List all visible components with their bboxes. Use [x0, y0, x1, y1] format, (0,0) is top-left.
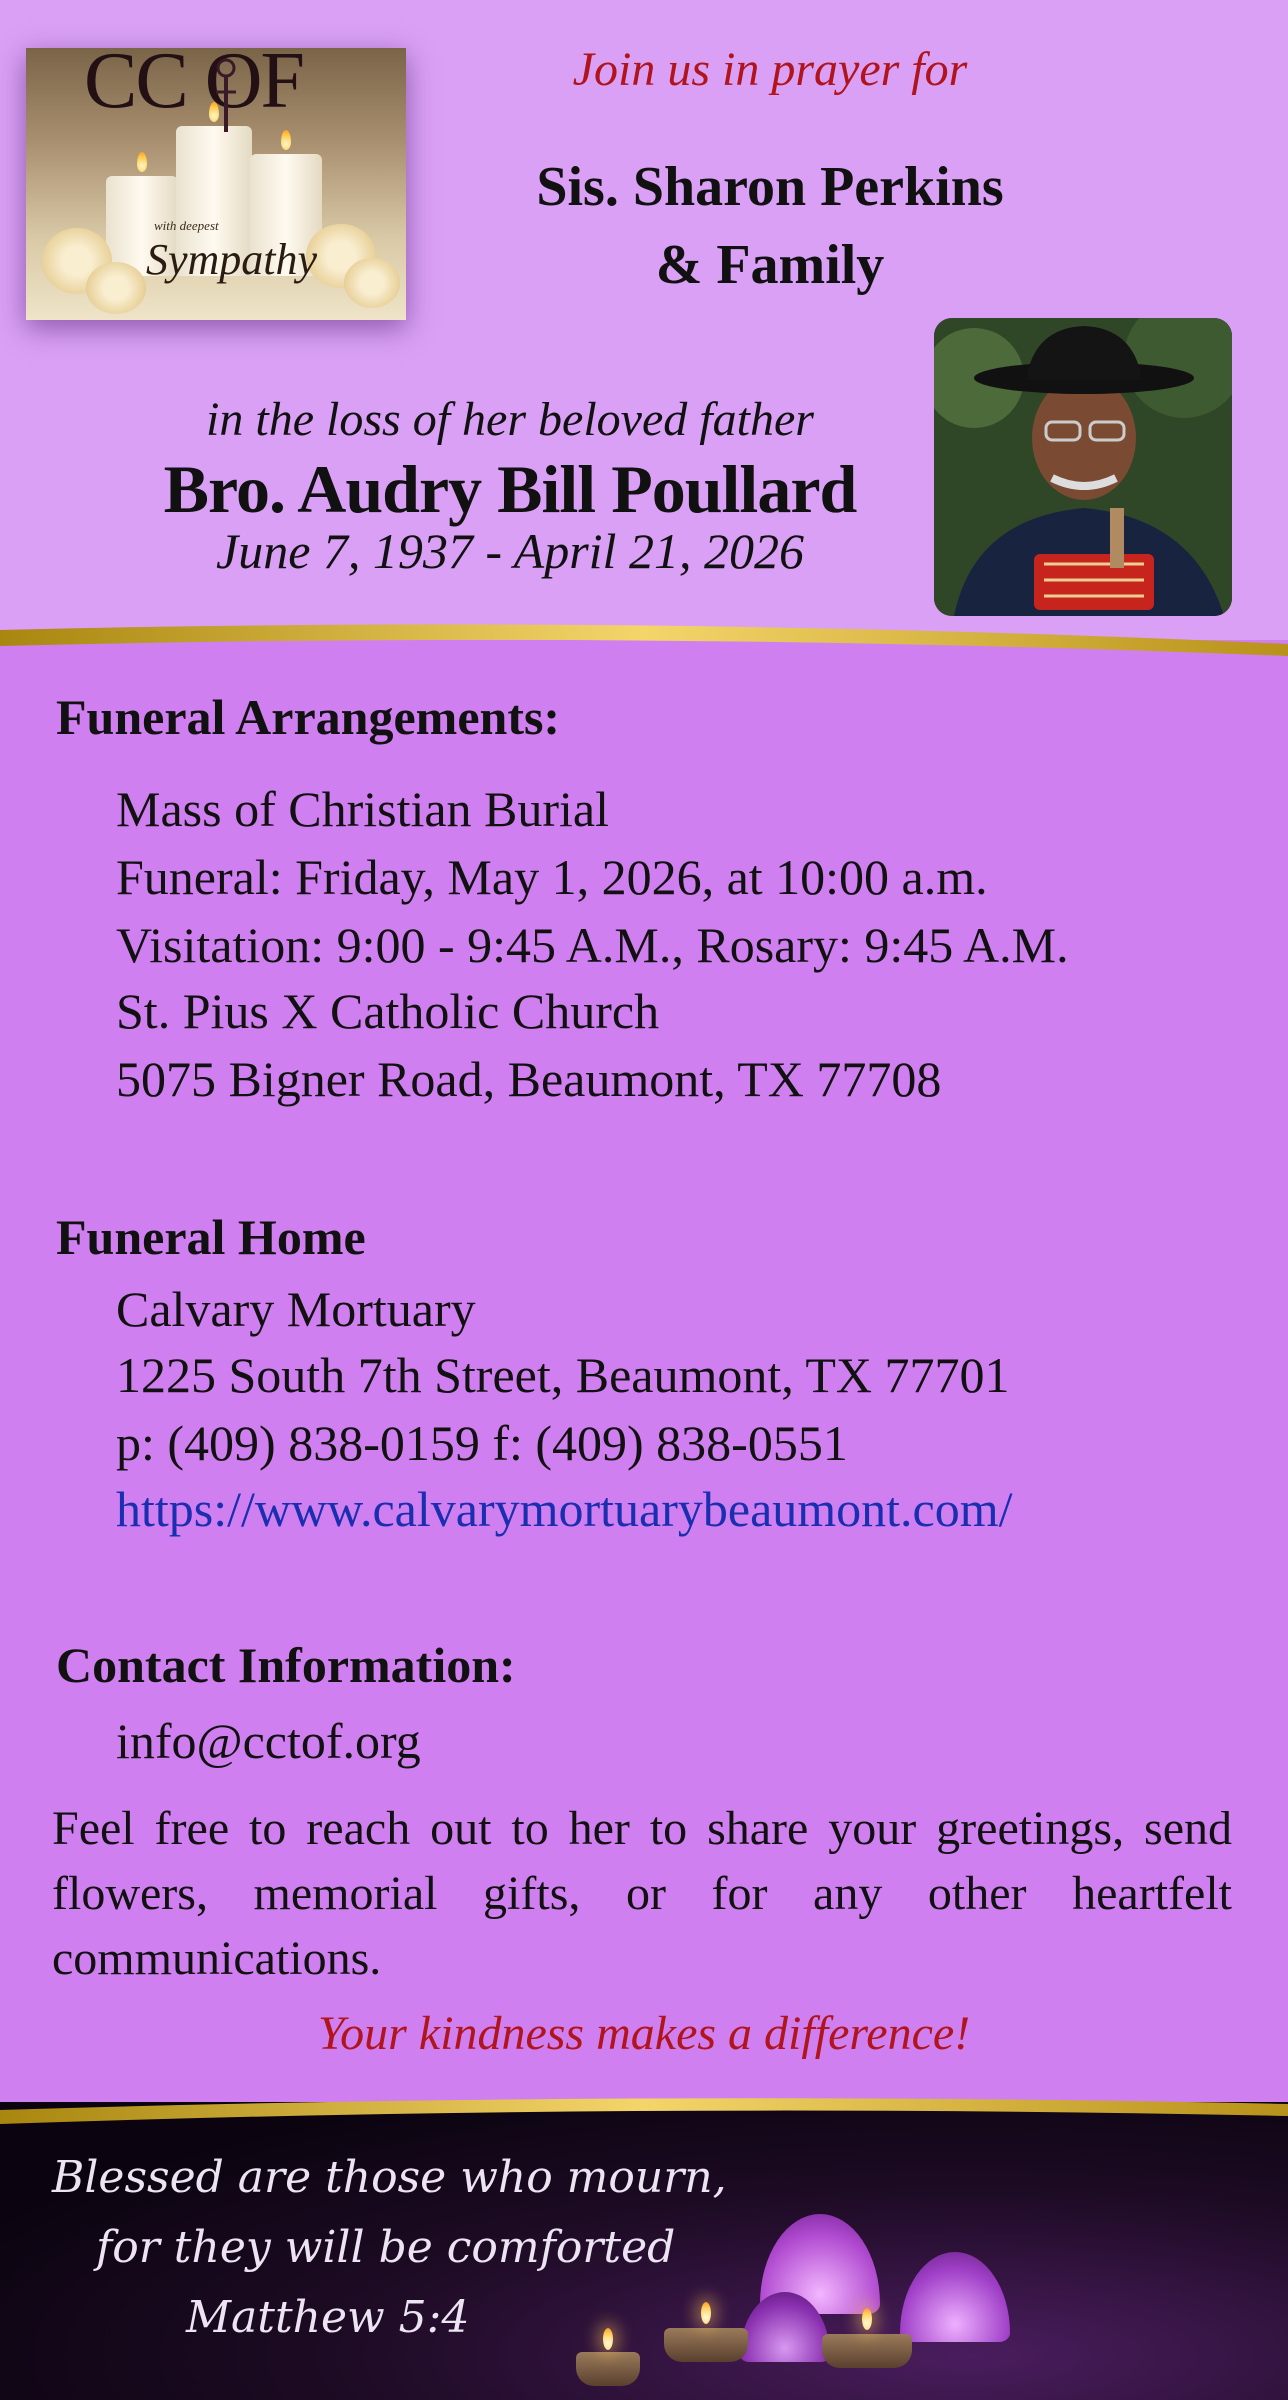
contact-message: Feel free to reach out to her to share your greetings, send flowers, memorial gifts, or for any other heartfelt communications.	[52, 1802, 1232, 1985]
contact-email[interactable]: info@cctof.org	[116, 1713, 421, 1769]
lotus-flower-icon	[900, 2252, 1010, 2342]
gold-divider-bottom	[0, 2090, 1288, 2130]
arrangements-heading: Funeral Arrangements:	[56, 689, 561, 745]
flame-icon	[701, 2302, 711, 2324]
gold-divider-top	[0, 620, 1288, 660]
loss-text: in the loss of her beloved father	[206, 393, 814, 446]
logo-card-small-text: with deepest	[154, 218, 219, 233]
funeral-home-phone: p: (409) 838-0159 f: (409) 838-0551	[116, 1415, 848, 1471]
flame-icon	[862, 2308, 872, 2330]
footer-section	[0, 2102, 1288, 2400]
funeral-home-name: Calvary Mortuary	[116, 1281, 476, 1337]
tealight-candle-icon	[576, 2352, 640, 2386]
funeral-home-address: 1225 South 7th Street, Beaumont, TX 77701	[116, 1347, 1010, 1403]
arrangement-line: Funeral: Friday, May 1, 2026, at 10:00 a.m.	[116, 849, 988, 905]
arrangement-line: Mass of Christian Burial	[116, 781, 610, 837]
honoree-name: Sis. Sharon Perkins	[536, 156, 1004, 218]
logo-figure-icon	[216, 54, 236, 134]
flower-icon	[344, 258, 400, 308]
flame-icon	[137, 152, 147, 172]
funeral-home-heading: Funeral Home	[56, 1209, 366, 1265]
portrait-image	[934, 318, 1232, 616]
arrangement-line: St. Pius X Catholic Church	[116, 983, 660, 1039]
flame-icon	[281, 130, 291, 150]
sympathy-logo-card	[26, 48, 406, 320]
deceased-photo	[934, 318, 1232, 616]
tealight-candle-icon	[822, 2334, 912, 2368]
deceased-name: Bro. Audry Bill Poullard	[163, 451, 857, 527]
verse-line-2: for they will be comforted	[96, 2222, 676, 2273]
join-prayer-text: Join us in prayer for	[572, 43, 968, 96]
cctof-logo: CC OF	[84, 48, 303, 125]
contact-heading: Contact Information:	[56, 1637, 516, 1693]
verse-line-1: Blessed are those who mourn,	[52, 2152, 727, 2203]
life-dates: June 7, 1937 - April 21, 2026	[216, 523, 804, 579]
verse-reference: Matthew 5:4	[186, 2292, 470, 2343]
funeral-home-website-link[interactable]: https://www.calvarymortuarybeaumont.com/	[116, 1481, 1013, 1537]
header-section	[0, 0, 1288, 640]
kindness-text: Your kindness makes a difference!	[317, 2007, 971, 2060]
flower-icon	[86, 262, 146, 314]
tealight-candle-icon	[664, 2328, 748, 2362]
honoree-block	[500, 148, 1040, 304]
logo-card-script: Sympathy	[146, 235, 318, 284]
arrangement-line: 5075 Bigner Road, Beaumont, TX 77708	[116, 1051, 942, 1107]
honoree-family: & Family	[655, 234, 885, 296]
flame-icon	[603, 2328, 613, 2350]
arrangement-line: Visitation: 9:00 - 9:45 A.M., Rosary: 9:45 A.M.	[116, 917, 1069, 973]
